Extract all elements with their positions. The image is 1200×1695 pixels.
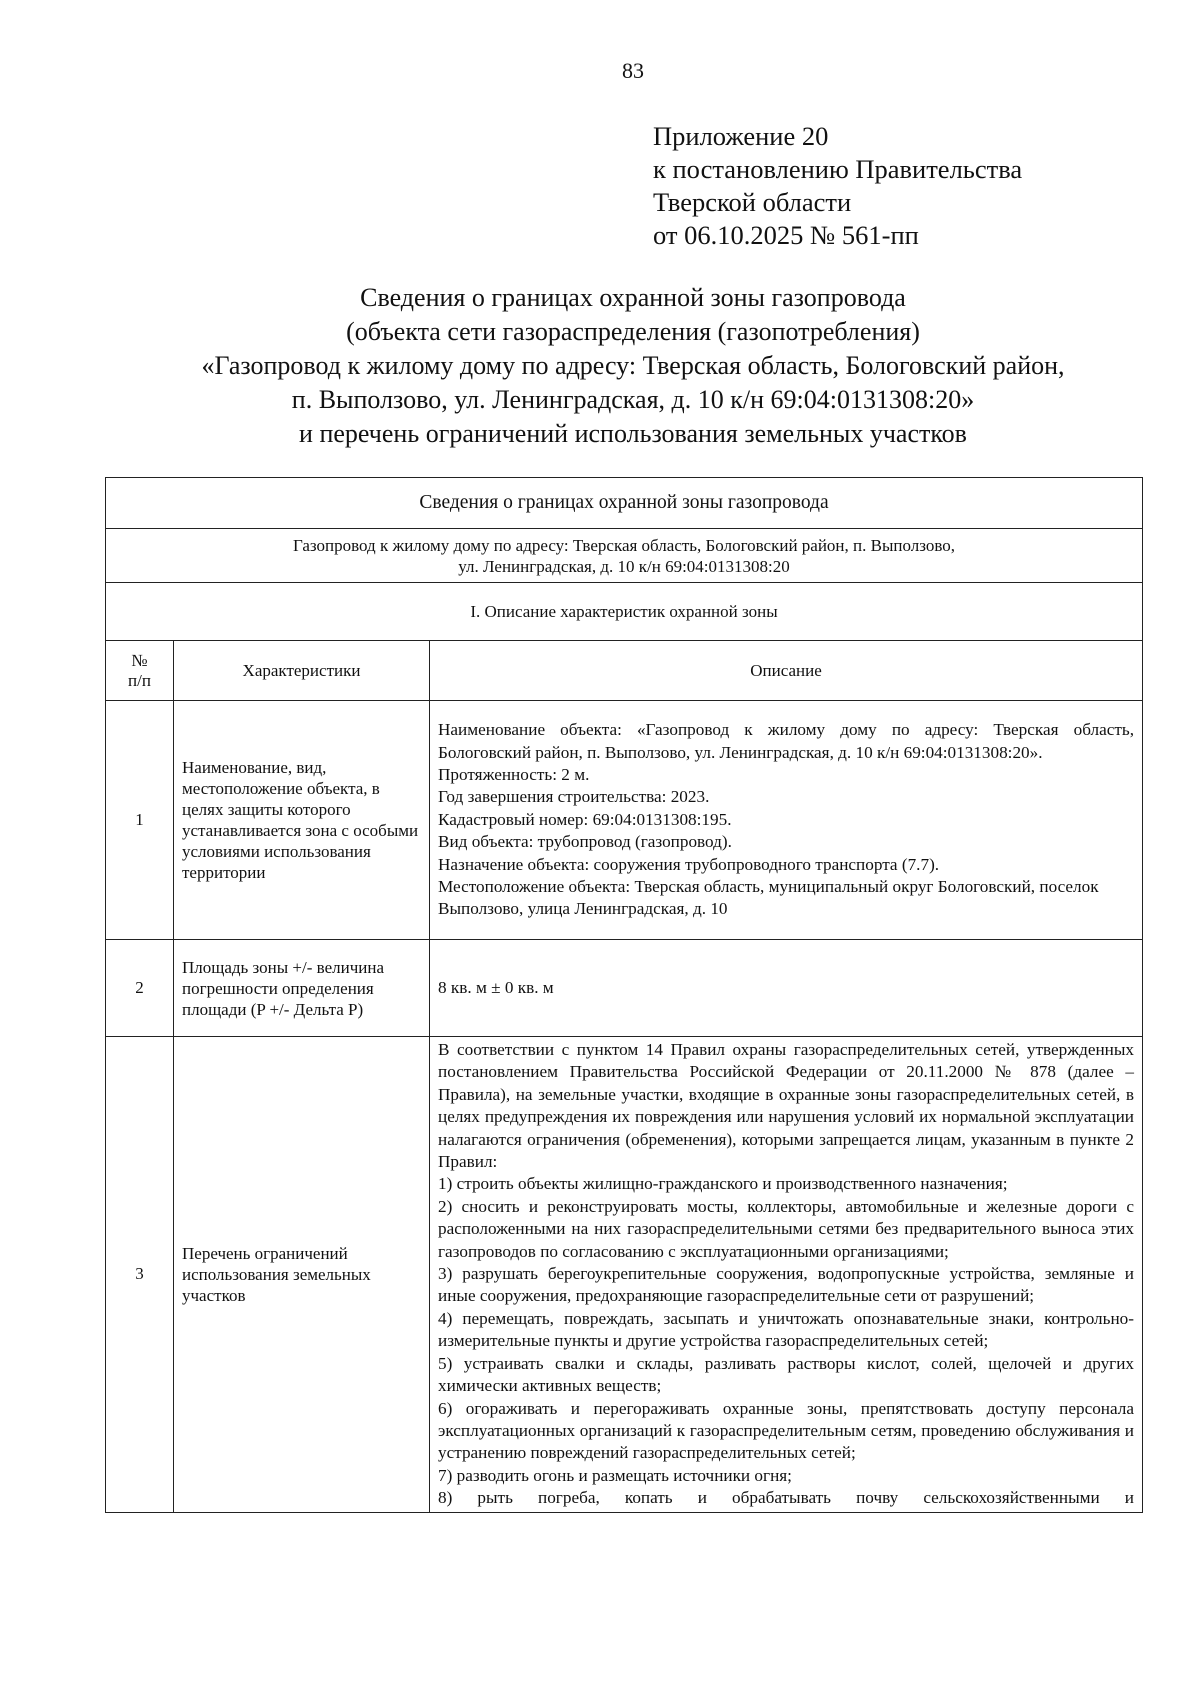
appendix-line: к постановлению Правительства [653, 154, 1023, 184]
row-description [430, 701, 1143, 940]
description-paragraph: Кадастровый номер: 69:04:0131308:195. [438, 809, 732, 829]
appendix-line: от 06.10.2025 № 561-пп [653, 220, 919, 250]
appendix-line: Приложение 20 [653, 121, 829, 151]
title-line: и перечень ограничений использования земельных участков [299, 419, 967, 448]
appendix-block [653, 120, 1022, 252]
title-line: (объекта сети газораспределения (газопотребления) [346, 317, 920, 346]
column-header-number [106, 641, 174, 701]
row-description [430, 940, 1143, 1037]
row-number: 1 [106, 701, 174, 940]
row-number: 3 [106, 1037, 174, 1513]
column-header-number-line: № [131, 650, 148, 670]
section-row [106, 583, 1143, 641]
object-name-cell [106, 529, 1143, 583]
description-paragraph: Наименование объекта: «Газопровод к жилому дому по адресу: Тверская область, Бологовский район, п. Выползово, ул. Ленинградская, д. 10 к/н 69:04:0131308:20». [438, 720, 1134, 762]
object-name-line: ул. Ленинградская, д. 10 к/н 69:04:0131308:20 [458, 556, 790, 576]
zone-info-table [105, 477, 1143, 1513]
table-row [106, 701, 1143, 940]
description-paragraph: Местоположение объекта: Тверская область, муниципальный округ Бологовский, поселок Выползово, улица Ленинградская, д. 10 [438, 877, 1099, 919]
appendix-line: Тверской области [653, 187, 852, 217]
row-description [430, 1037, 1143, 1513]
description-paragraph: 2) сносить и реконструировать мосты, коллекторы, автомобильные и железные дороги с расположенными на них газораспределительными сетями без предварительного выноса этих газопроводов по согласованию с эксплуатационными организациями; [438, 1196, 1134, 1261]
row-characteristic: Площадь зоны +/- величина погрешности определения площади (P +/- Дельта P) [174, 940, 430, 1037]
title-line: «Газопровод к жилому дому по адресу: Тверская область, Бологовский район, [201, 351, 1065, 380]
section-title: I. Описание характеристик охранной зоны [106, 583, 1143, 641]
document-title [0, 281, 1200, 451]
column-header-characteristics: Характеристики [174, 641, 430, 701]
description-paragraph: 3) разрушать берегоукрепительные сооружения, водопропускные устройства, земляные и иные сооружения, предохраняющие газораспределительные сети от разрушений; [438, 1264, 1134, 1306]
description-paragraph: В соответствии с пунктом 14 Правил охраны газораспределительных сетей, утвержденных постановлением Правительства Российской Федерации от 20.11.2000 № 878 (далее – Правила), на земельные участки, входящие в охранные зоны газораспределительных сетей, в целях предупреждения их повреждения или нарушения условий их нормальной эксплуатации налагаются ограничения (обременения), которыми запрещается лицам, указанным в пункте 2 Правил: [438, 1040, 1134, 1172]
table-row [106, 1037, 1143, 1513]
description-paragraph: Протяженность: 2 м. [438, 764, 590, 784]
object-name-line: Газопровод к жилому дому по адресу: Тверская область, Бологовский район, п. Выползово, [292, 535, 956, 555]
table-header: Сведения о границах охранной зоны газопровода [106, 478, 1143, 529]
description-paragraph: Вид объекта: трубопровод (газопровод). [438, 832, 732, 852]
description-paragraph: Назначение объекта: сооружения трубопроводного транспорта (7.7). [438, 854, 940, 874]
table-row [106, 940, 1143, 1037]
row-characteristic: Перечень ограничений использования земельных участков [174, 1037, 430, 1513]
column-header-row [106, 641, 1143, 701]
description-paragraph: 8) рыть погреба, копать и обрабатывать почву сельскохозяйственными и [438, 1488, 1134, 1508]
column-header-number-line: п/п [128, 670, 151, 690]
table-header-row [106, 478, 1143, 529]
page-number: 83 [622, 58, 644, 83]
description-paragraph: 5) устраивать свалки и склады, разливать растворы кислот, солей, щелочей и других химически активных веществ; [438, 1353, 1134, 1396]
description-paragraph: 7) разводить огонь и размещать источники огня; [438, 1465, 792, 1485]
description-paragraph: 1) строить объекты жилищно-гражданского и производственного назначения; [438, 1174, 1008, 1194]
description-paragraph: 4) перемещать, повреждать, засыпать и уничтожать опознавательные знаки, контрольно-измерительные пункты и другие устройства газораспределительных сетей; [438, 1308, 1134, 1351]
description-paragraph: Год завершения строительства: 2023. [438, 787, 710, 807]
object-row [106, 529, 1143, 583]
row-number: 2 [106, 940, 174, 1037]
row-characteristic: Наименование, вид, местоположение объекта, в целях защиты которого устанавливается зона с особыми условиями использования территории [174, 701, 430, 940]
description-paragraph: 8 кв. м ± 0 кв. м [438, 977, 554, 997]
title-line: п. Выползово, ул. Ленинградская, д. 10 к/н 69:04:0131308:20» [291, 385, 975, 414]
title-line: Сведения о границах охранной зоны газопровода [360, 283, 906, 312]
column-header-description: Описание [430, 641, 1143, 701]
description-paragraph: 6) огораживать и перегораживать охранные зоны, препятствовать доступу персонала эксплуатационных организаций к газораспределительным сетям, проведению обслуживания и устранению повреждений газораспределительных сетей; [438, 1398, 1134, 1463]
